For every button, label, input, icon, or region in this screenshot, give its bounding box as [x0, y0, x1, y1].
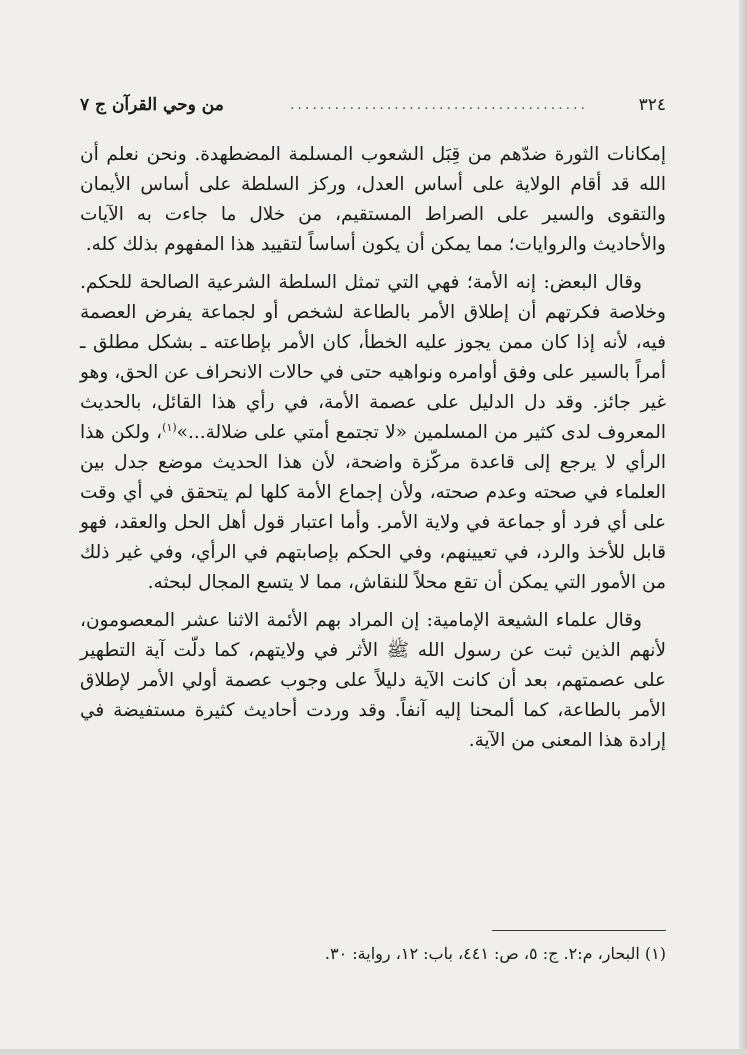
running-header	[80, 92, 666, 118]
book-title: من وحي القرآن ج ٧	[80, 95, 224, 115]
paragraph-text: وقال البعض: إنه الأمة؛ فهي التي تمثل السلطة الشرعية الصالحة للحكم. وخلاصة فكرتهم أن إطلاق الأمر بالطاعة لشخص أو لجماعة يفرض العصمة فيه، لأنه إذا كان ممن يجوز عليه الخطأ، كان الأمر بإطاعته ـ بشكل مطلق ـ أمراً بالسير على وفق أوامره ونواهيه حتى في حالات الانحراف عن الحق، وهو غير جائز. وقد دل الدليل على عصمة الأمة، في رأي هذا القائل، بالحديث المعروف لدى كثير من المسلمين «لا تجتمع أمتي على ضلالة...»	[80, 272, 666, 443]
main-text	[80, 140, 666, 764]
header-leader-dots: ........................................	[289, 97, 588, 113]
footnote: (١) البحار، م:٢. ج: ٥، ص: ٤٤١، باب: ١٢، رواية: ٣٠.	[324, 944, 666, 963]
page-edge	[0, 1049, 747, 1055]
footnote-divider	[492, 930, 666, 931]
footnote-marker: (١)	[162, 420, 177, 434]
page-edge	[739, 0, 747, 1055]
paragraph: إمكانات الثورة ضدّهم من قِبَل الشعوب المسلمة المضطهدة. ونحن نعلم أن الله قد أقام الولاية على أساس العدل، وركز السلطة على أساس الأيمان والتقوى والسير على الصراط المستقيم، من خلال ما جاءت به الآيات والأحاديث والروايات؛ مما يمكن أن يكون أساساً لتقييد هذا المفهوم بذلك كله.	[80, 144, 666, 255]
paragraph	[80, 268, 666, 598]
page-number: ٣٢٤	[638, 95, 666, 115]
paragraph-text: ، ولكن هذا الرأي لا يرجع إلى قاعدة مركّزة واضحة، لأن هذا الحديث موضع جدل بين العلماء في صحته وعدم صحته، ولأن إجماع الأمة كلها لم يتحقق في أي وقت على أي فرد أو جماعة في ولاية الأمر. وأما اعتبار قول أهل الحل والعقد، فهو قابل للأخذ والرد، في تعيينهم، وفي الحكم بإصابتهم في الرأي، وفي غير ذلك من الأمور التي يمكن أن تقع محلاً للنقاش، مما لا يتسع المجال لبحثه.	[80, 422, 666, 593]
paragraph: وقال علماء الشيعة الإمامية: إن المراد بهم الأئمة الاثنا عشر المعصومون، لأنهم الذين ثبت عن رسول الله ﷺ الأثر في ولايتهم، كما دلّت آية التطهير على عصمتهم، بعد أن كانت الآية دليلاً على وجوب عصمة أولي الأمر لإطلاق الأمر بالطاعة، كما ألمحنا إليه آنفاً. وقد وردت أحاديث كثيرة مستفيضة في إرادة هذا المعنى من الآية.	[80, 610, 666, 751]
